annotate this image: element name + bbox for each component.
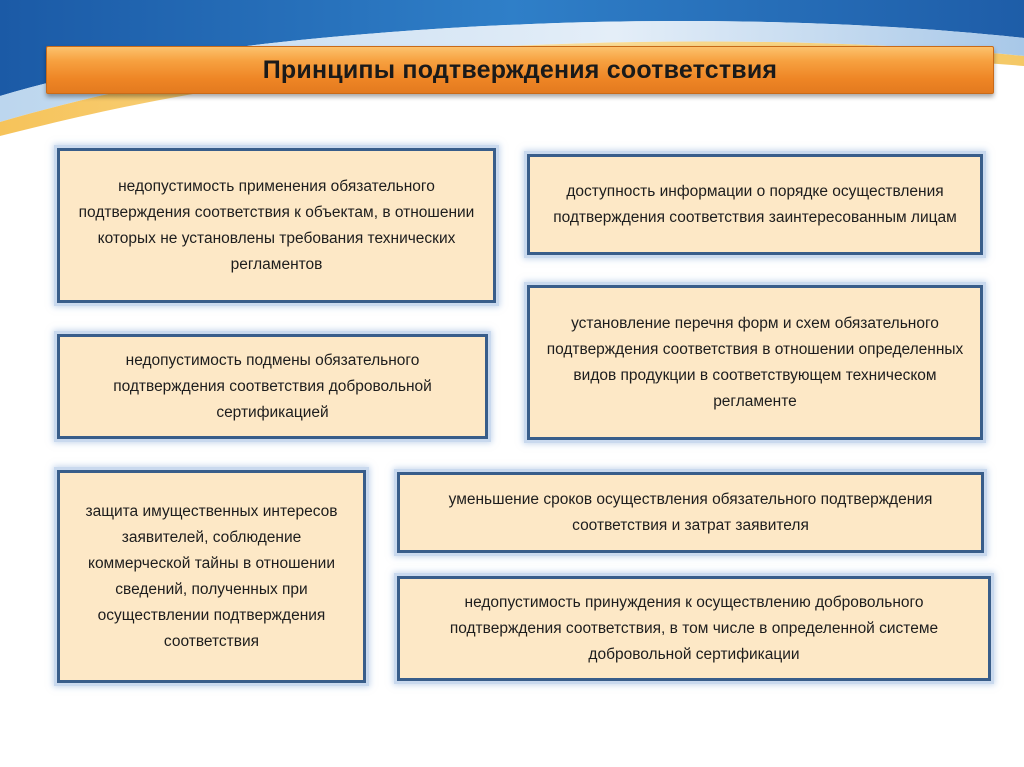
principle-box-6: [397, 472, 984, 553]
principle-box-3: [527, 285, 983, 440]
principle-box-1: [57, 148, 496, 303]
principle-box-4: [57, 334, 488, 439]
title-banner: [46, 46, 994, 94]
principle-text-6: уменьшение сроков осуществления обязательного подтверждения соответствия и затрат заявителя: [448, 490, 933, 534]
principle-box-7: [397, 576, 991, 681]
page-title: Принципы подтверждения соответствия: [262, 55, 778, 84]
principle-text-5: защита имущественных интересов заявителей, соблюдение коммерческой тайны в отношении сведений, полученных при осуществлении подтверждения соответствия: [85, 502, 338, 650]
principle-text-3: установление перечня форм и схем обязательного подтверждения соответствия в отношении определенных видов продукции в соответствующем техническом регламенте: [546, 314, 964, 410]
principle-text-1: недопустимость применения обязательного подтверждения соответствия к объектам, в отношении которых не установлены требования технических регламентов: [78, 177, 475, 273]
principle-box-2: [527, 154, 983, 255]
principle-box-5: [57, 470, 366, 683]
principle-text-2: доступность информации о порядке осуществления подтверждения соответствия заинтересованным лицам: [553, 182, 957, 226]
principle-text-7: недопустимость принуждения к осуществлению добровольного подтверждения соответствия, в том числе в определенной системе добровольной сертификации: [449, 593, 939, 663]
principle-text-4: недопустимость подмены обязательного подтверждения соответствия добровольной сертификацией: [113, 351, 432, 421]
